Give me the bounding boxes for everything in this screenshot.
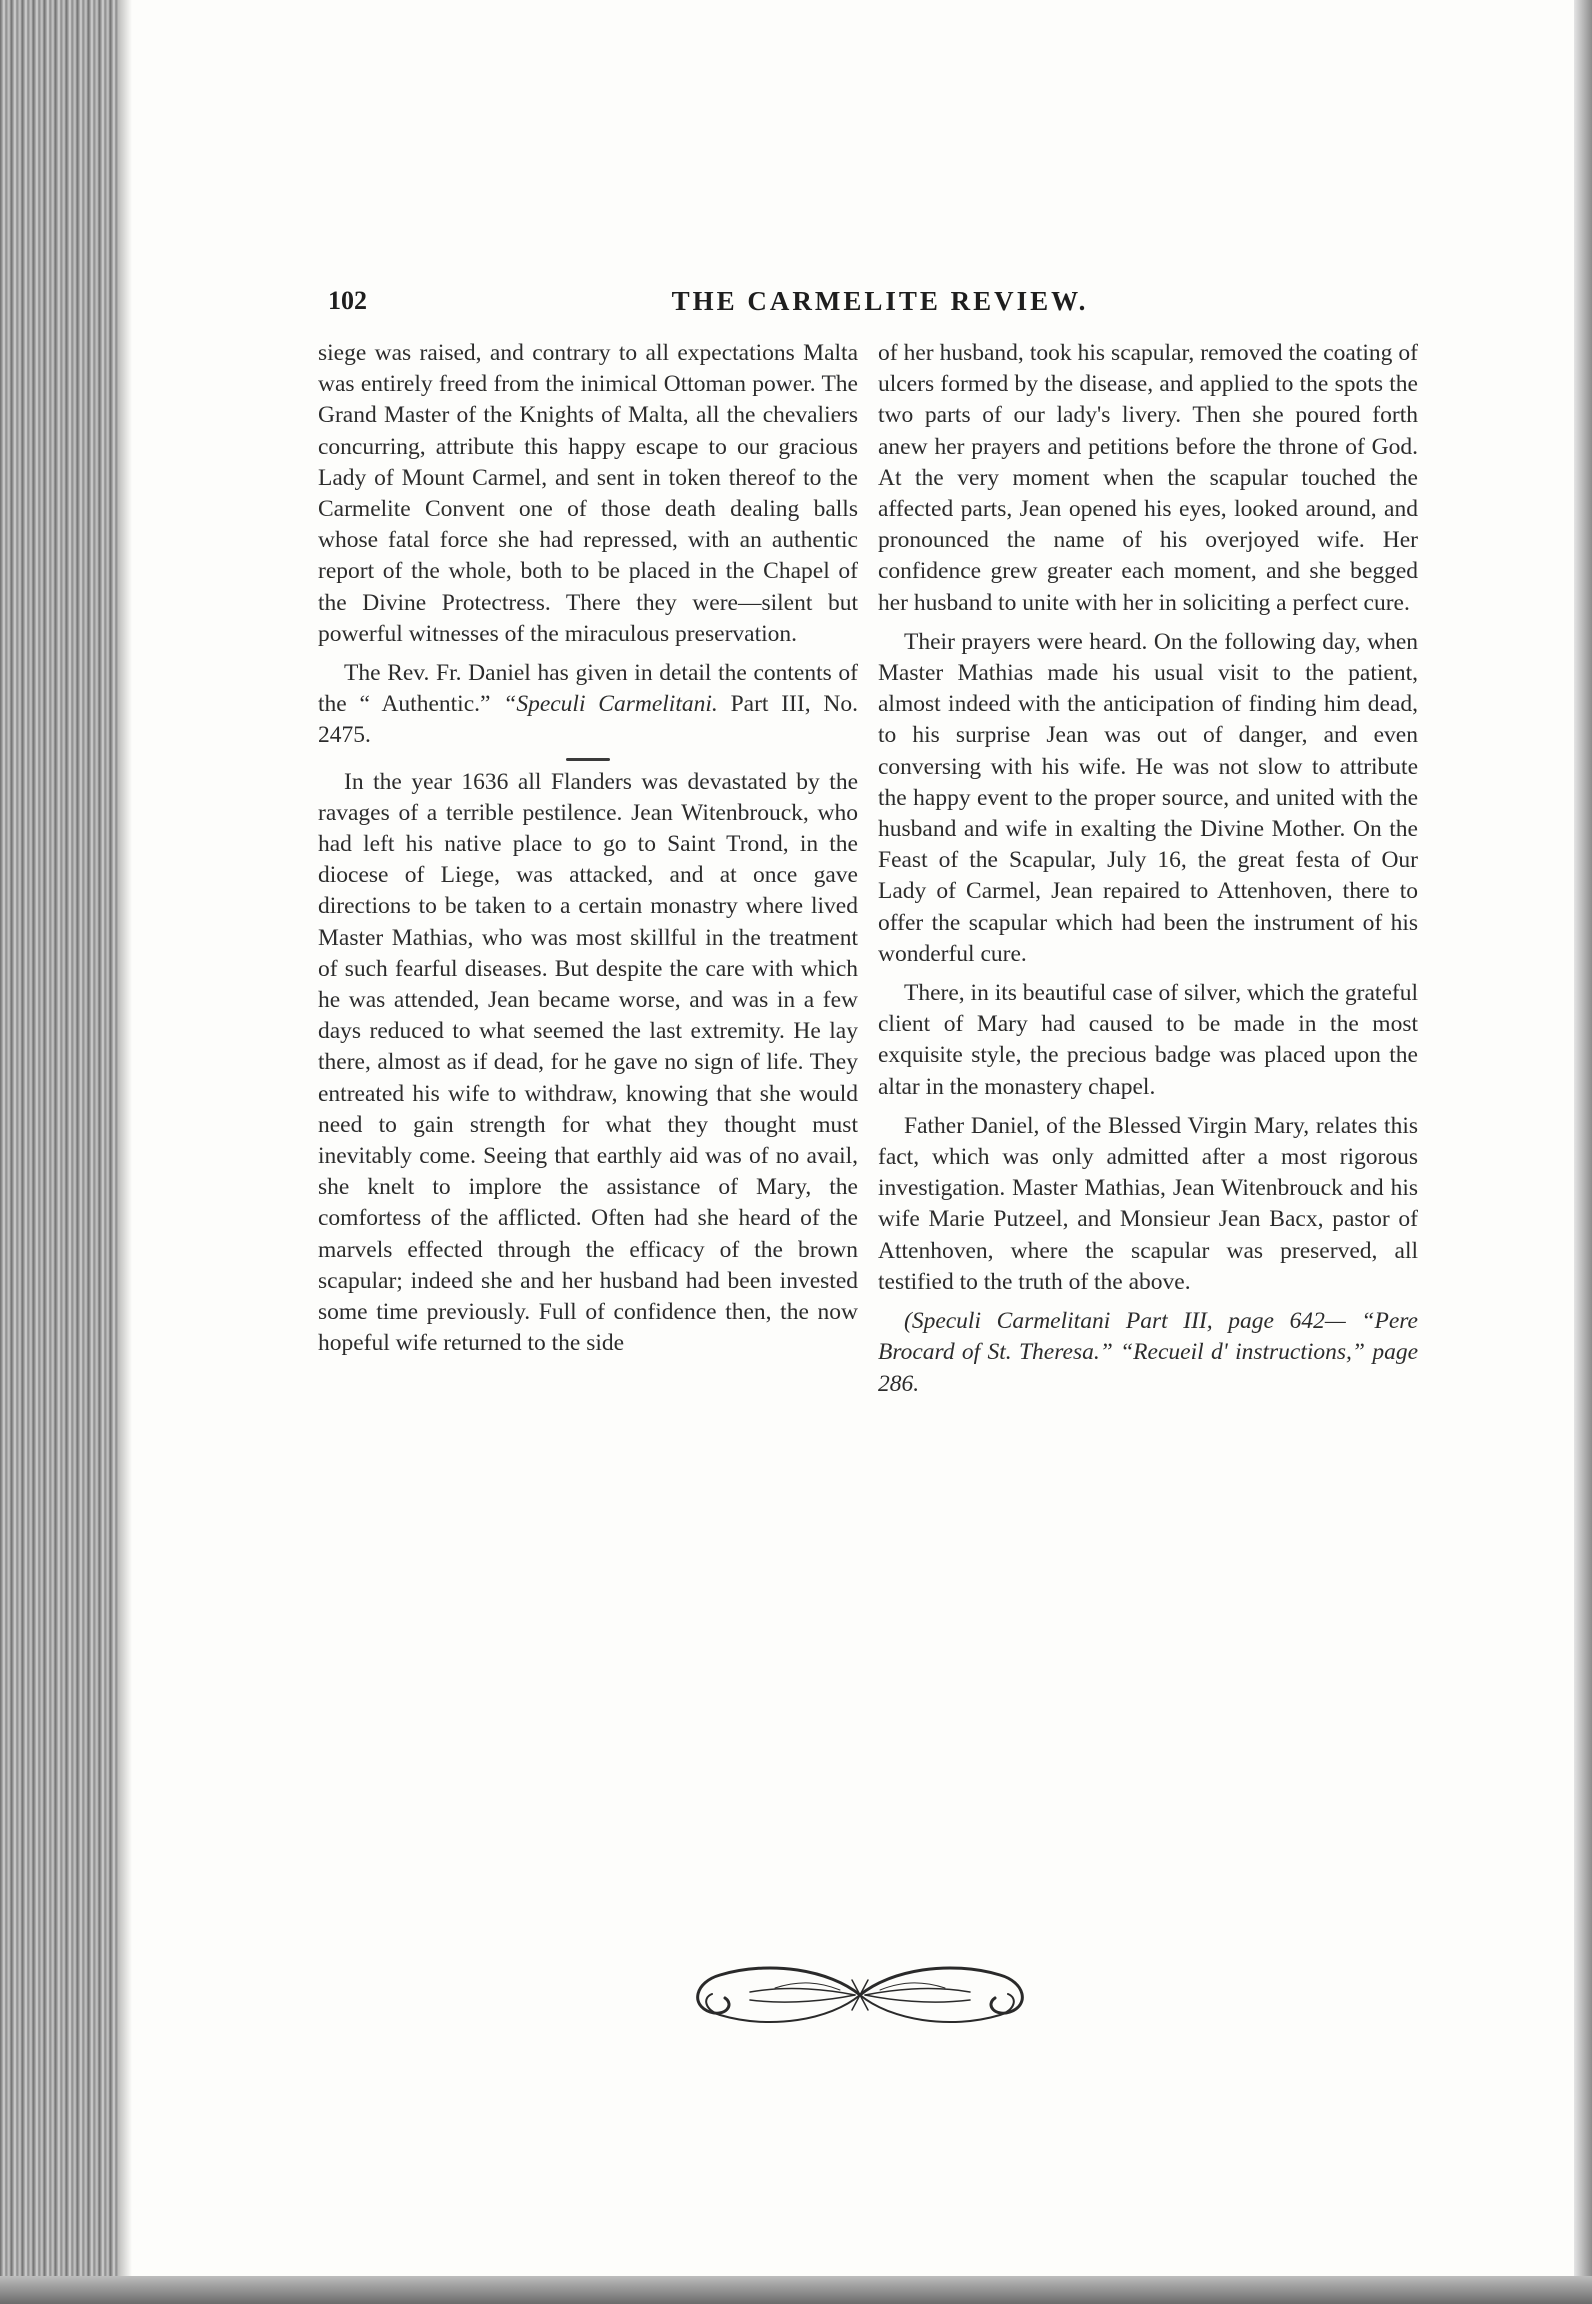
right-paragraph-2: Their prayers were heard. On the following day, when Master Mathias made his usual visit to the patient, almost indeed with the anticipation of finding him dead, to his surprise Jean was out of danger, and even conversing with his wife. He was not slow to attribute the happy event to the proper source, and united with the husband and wife in exalting the Divine Mother. On the Feast of the Scapular, July 16, the great festa of Our Lady of Carmel, Jean repaired to Attenhoven, there to offer the scapular which had been the instrument of his wonderful cure.	[878, 628, 1418, 967]
left-paragraph-2	[318, 658, 858, 752]
ornament-flourish	[680, 1950, 1040, 2040]
right-paragraph-3: There, in its beautiful case of silver, which the grateful client of Mary had caused to be made in the most exquisite style, the precious badge was placed upon the altar in the monastery chapel.	[878, 980, 1418, 1100]
right-paragraph-4: Father Daniel, of the Blessed Virgin Mary, relates this fact, which was only admitted after a most rigorous investigation. Master Mathias, Jean Witenbrouck and his wife Marie Putzeel, and Monsieur Jean Bacx, pastor of Attenhoven, where the scapular was preserved, all testified to the truth of the above.	[878, 1112, 1418, 1295]
right-column	[878, 338, 1418, 1400]
left-paragraph-2-text: The Rev. Fr. Daniel has given in detail the contents of the “ Authentic.”	[318, 660, 858, 718]
left-paragraph-1: siege was raised, and contrary to all expectations Malta was entirely freed from the inimical Ottoman power. The Grand Master of the Knights of Malta, all the chevaliers concurring, attribute this happy escape to our gracious Lady of Mount Carmel, and sent in token thereof to the Carmelite Convent one of those death dealing balls whose fatal force she had repressed, with an authentic report of the whole, both to be placed in the Chapel of the Divine Protectress. There they were—silent but powerful witnesses of the miraculous preservation.	[318, 340, 858, 647]
page-header	[328, 286, 1432, 326]
left-column	[318, 338, 858, 1360]
left-paragraph-2-tail: Part III, No. 2475.	[318, 691, 858, 749]
left-paragraph-2-italic: “Speculi Carmelitani.	[503, 691, 718, 718]
page-right-edge	[1574, 0, 1592, 2304]
page-bottom-edge	[0, 2276, 1592, 2304]
section-divider	[566, 758, 610, 761]
page-number: 102	[328, 286, 367, 315]
citation: (Speculi Carmelitani Part III, page 642— “Pere Brocard of St. Theresa.” “Recueil d' instructions,” page 286.	[878, 1308, 1418, 1397]
left-paragraph-3: In the year 1636 all Flanders was devastated by the ravages of a terrible pestilence. Jean Witenbrouck, who had left his native place to go to Saint Trond, in the diocese of Liege, was attacked, and at once gave directions to be taken to a certain monastry where lived Master Mathias, who was most skillful in the treatment of such fearful diseases. But despite the care with which he was attended, Jean became worse, and was in a few days reduced to what seemed the last extremity. He lay there, almost as if dead, for he gave no sign of life. They entreated his wife to withdraw, knowing that she would need to gain strength for what they thought must inevitably come. Seeing that earthly aid was of no avail, she knelt to implore the assistance of Mary, the comfortess of the afflicted. Often had she heard of the marvels effected through the efficacy of the brown scapular; indeed she and her husband had been invested some time previously. Full of confidence then, the now hopeful wife returned to the side	[318, 768, 858, 1357]
right-paragraph-1: of her husband, took his scapular, removed the coating of ulcers formed by the disease, and applied to the spots the two parts of our lady's livery. Then she poured forth anew her prayers and petitions before the throne of God. At the very moment when the scapular touched the affected parts, Jean opened his eyes, looked around, and pronounced the name of his overjoyed wife. Her confidence grew greater each moment, and she begged her husband to unite with her in soliciting a perfect cure.	[878, 340, 1418, 616]
running-title: THE CARMELITE REVIEW.	[671, 286, 1089, 316]
book-edge	[0, 0, 118, 2304]
